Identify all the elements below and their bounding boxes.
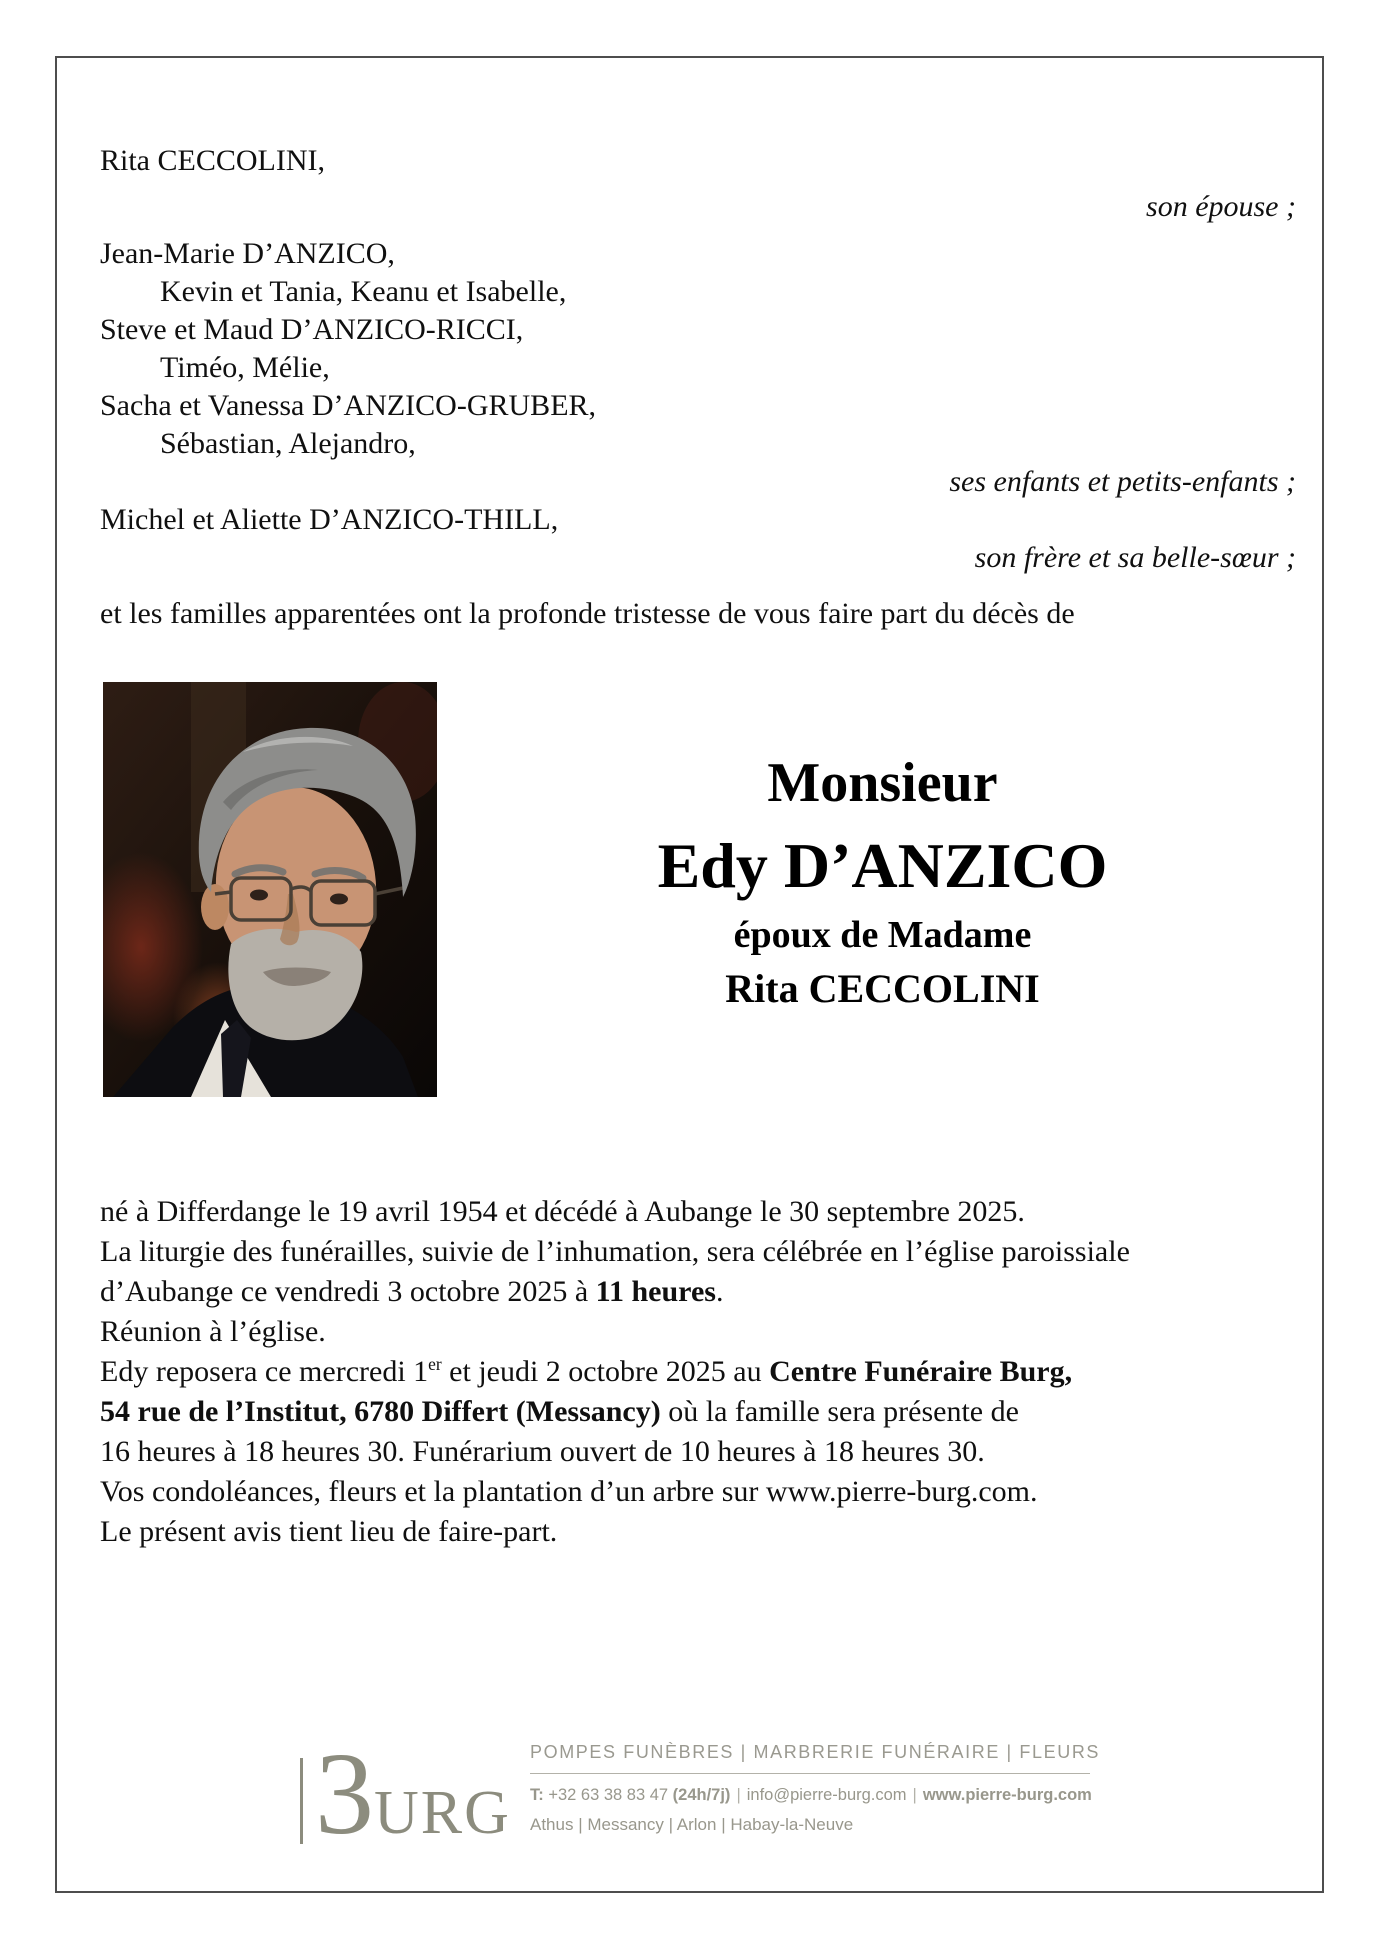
logo-stem <box>300 1758 303 1844</box>
services-line: POMPES FUNÈBRES | MARBRERIE FUNÉRAIRE | FLEURS <box>530 1742 1101 1762</box>
liturgy-time: 11 heures <box>595 1275 716 1308</box>
phone-number: +32 63 38 83 47 <box>543 1786 673 1804</box>
repose-line3: 16 heures à 18 heures 30. Funérarium ouvert de 10 heures à 18 heures 30. <box>100 1435 985 1468</box>
deceased-name: Edy D’ANZICO <box>657 830 1108 901</box>
reunion-line: Réunion à l’église. <box>100 1315 326 1348</box>
hours-badge: (24h/7j) <box>672 1786 731 1804</box>
condolences-line: Vos condoléances, fleurs et la plantation d’un arbre sur www.pierre-burg.com. <box>100 1475 1038 1508</box>
phone-label: T: <box>530 1786 544 1804</box>
kinship-children: ses enfants et petits-enfants ; <box>949 465 1296 498</box>
brother-name: Michel et Aliette D’ANZICO-THILL, <box>100 503 559 536</box>
logo-letters-urg: URG <box>374 1779 511 1847</box>
family-member: Timéo, Mélie, <box>160 351 330 384</box>
logo-letter-b: 3 <box>315 1728 374 1859</box>
family-member: Jean-Marie D’ANZICO, <box>100 237 395 270</box>
portrait-illustration <box>103 682 437 1097</box>
announcement-sentence: et les familles apparentées ont la profonde tristesse de vous faire part du décès de <box>100 597 1075 630</box>
footer-contact-block <box>530 1742 1101 1835</box>
liturgy-period: . <box>715 1275 724 1308</box>
deceased-subtitle: époux de Madame <box>733 914 1032 956</box>
family-member: Sacha et Vanessa D’ANZICO-GRUBER, <box>100 389 597 422</box>
deceased-spouse-name: Rita CECCOLINI <box>725 966 1040 1011</box>
footer-divider <box>530 1773 1090 1774</box>
repose-line1: Edy reposera ce mercredi 1 <box>100 1355 429 1388</box>
cities-line: Athus | Messancy | Arlon | Habay-la-Neuve <box>530 1815 854 1834</box>
funeral-center-name: Centre Funéraire Burg, <box>769 1355 1073 1388</box>
family-member: Sébastian, Alejandro, <box>160 427 416 460</box>
family-names-section <box>100 142 1296 633</box>
spouse-name: Rita CECCOLINI, <box>100 144 325 177</box>
deceased-title-block <box>437 742 1328 1016</box>
kinship-spouse: son épouse ; <box>1146 190 1296 223</box>
separator: | <box>736 1786 741 1804</box>
liturgy-line1: La liturgie des funérailles, suivie de l’inhumation, sera célébrée en l’église paroissiale <box>100 1235 1130 1268</box>
ordinal-superscript: er <box>428 1354 442 1374</box>
email-address: info@pierre-burg.com <box>746 1786 907 1804</box>
funeral-center-address: 54 rue de l’Institut, 6780 Differt (Messancy) <box>100 1395 661 1428</box>
honorific: Monsieur <box>767 752 998 814</box>
website-url: www.pierre-burg.com <box>922 1786 1092 1804</box>
contact-line <box>530 1786 1092 1805</box>
repose-paragraph <box>100 1352 1290 1472</box>
funeral-details-section <box>100 1192 1290 1552</box>
repose-line2-rest: où la famille sera présente de <box>660 1395 1019 1428</box>
portrait-photo <box>103 682 437 1097</box>
liturgy-paragraph <box>100 1232 1290 1312</box>
notice-line: Le présent avis tient lieu de faire-part. <box>100 1515 558 1548</box>
birth-death-line: né à Differdange le 19 avril 1954 et décédé à Aubange le 30 septembre 2025. <box>100 1195 1025 1228</box>
separator: | <box>912 1786 917 1804</box>
family-member: Kevin et Tania, Keanu et Isabelle, <box>160 275 567 308</box>
burg-logo <box>300 1728 511 1859</box>
repose-line1-mid: et jeudi 2 octobre 2025 au <box>441 1355 770 1388</box>
kinship-brother: son frère et sa belle-sœur ; <box>974 541 1296 574</box>
family-member: Steve et Maud D’ANZICO-RICCI, <box>100 313 524 346</box>
liturgy-line2: d’Aubange ce vendredi 3 octobre 2025 à <box>100 1275 596 1308</box>
